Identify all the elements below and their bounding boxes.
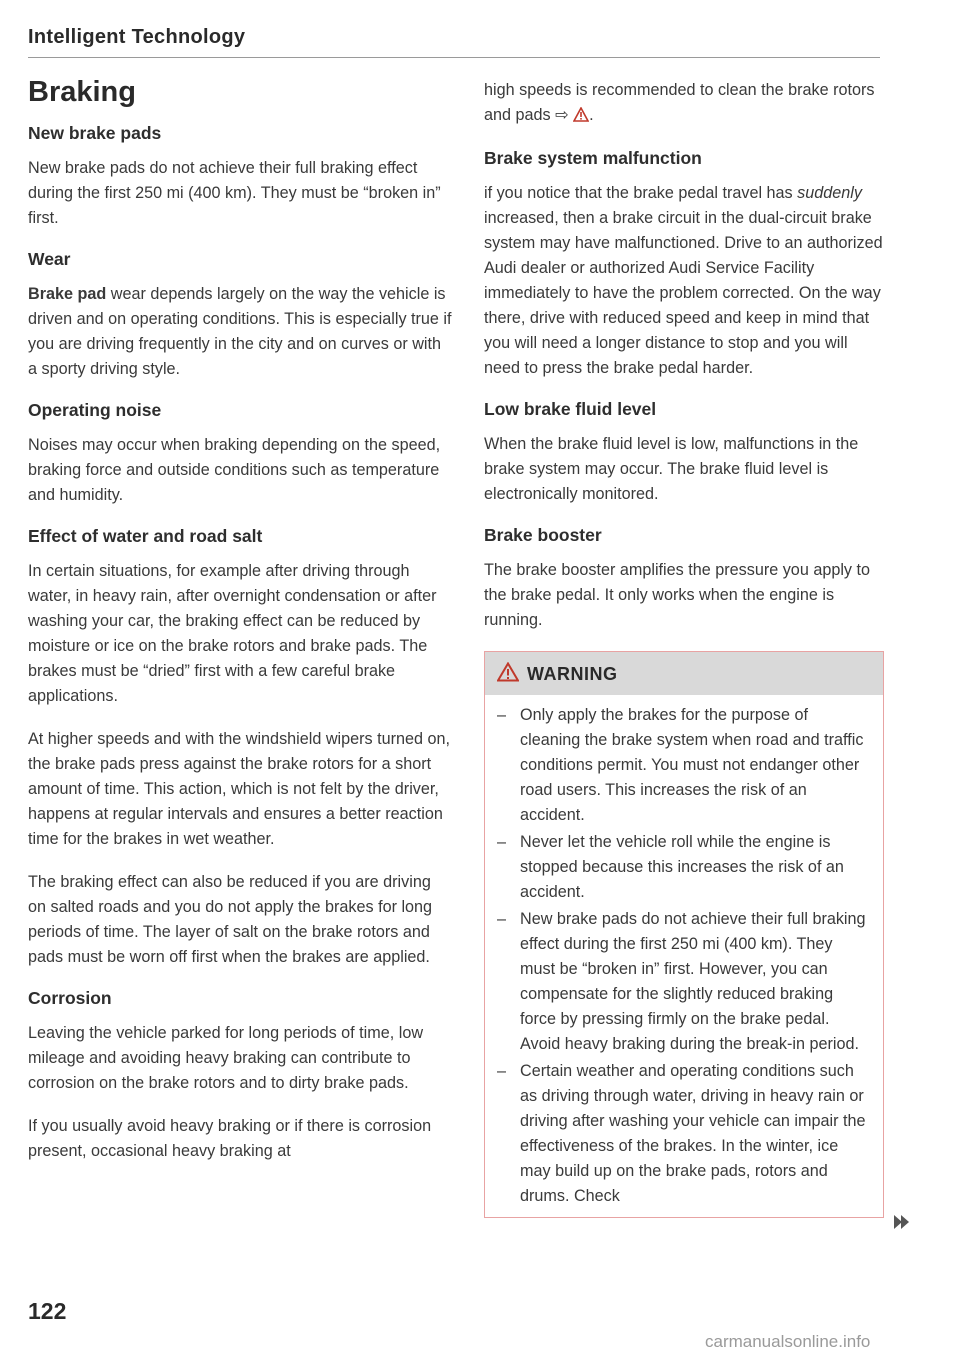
warning-item-text: Only apply the brakes for the purpose of cleaning the brake system when road and traffic conditions permit. You must not endanger other road users. This increases the risk of an accident. — [520, 706, 864, 824]
heading-malfunction: Brake system malfunction — [484, 148, 702, 168]
warning-title: WARNING — [527, 664, 618, 684]
warning-header — [485, 652, 883, 695]
text-low-fluid: When the brake fluid level is low, malfunctions in the brake system may occur. The brake fluid level is electronically monitored. — [484, 435, 859, 503]
text-corrosion-continued — [484, 78, 884, 130]
text-malfunction — [484, 181, 884, 381]
warning-item-text: Certain weather and operating conditions such as driving through water, driving in heavy rain or driving after washing your vehicle can impair the effectiveness of the brakes. In the winter, ice may build up on the brake pads, rotors and drums. Check — [520, 1062, 866, 1205]
corrosion-cont-text: high speeds is recommended to clean the brake rotors and pads ⇨ — [484, 81, 875, 124]
heading-new-brake-pads: New brake pads — [28, 123, 162, 143]
watermark: carmanualsonline.info — [705, 1332, 871, 1351]
text-new-brake-pads: New brake pads do not achieve their full braking effect during the first 250 mi (400 km). They must be “broken in” first. — [28, 159, 441, 227]
warning-item: – Never let the vehicle roll while the engine is stopped because this increases the risk of an accident. — [497, 833, 844, 901]
warning-item-text: New brake pads do not achieve their full braking effect during the first 250 mi (400 km). They must be “broken in” first. However, you can compensate for the slightly reduced braking force by pressing firmly on the brake pedal. Avoid heavy braking during the break-in period. — [520, 910, 866, 1053]
left-column — [28, 76, 453, 1182]
malfunction-text-b: increased, then a brake circuit in the dual-circuit brake system may have malfunctioned. Drive to an authorized Audi dealer or authorized Audi Service Facility immediately to have the problem corrected. On the way there, drive with reduced speed and keep in mind that you will need a longer distance to stop and you will need to press the brake pedal harder. — [484, 209, 883, 377]
warning-list — [485, 695, 883, 1217]
right-column — [484, 78, 884, 1218]
text-water-salt-3: The braking effect can also be reduced if you are driving on salted roads and you do not apply the brakes for long periods of time. The layer of salt on the brake rotors and pads must be worn off first when the brakes are applied. — [28, 873, 433, 966]
warning-item-text: Never let the vehicle roll while the engine is stopped because this increases the risk of an accident. — [520, 833, 844, 901]
warning-reference-icon[interactable] — [573, 105, 589, 130]
header-rule — [28, 57, 880, 58]
wear-bold-lead: Brake pad — [28, 285, 107, 303]
heading-wear: Wear — [28, 249, 71, 269]
text-wear — [28, 282, 453, 382]
heading-corrosion: Corrosion — [28, 988, 112, 1008]
page-number: 122 — [28, 1298, 67, 1324]
warning-box — [484, 651, 884, 1218]
text-water-salt-1: In certain situations, for example after driving through water, in heavy rain, after overnight condensation or after washing your car, the braking effect can be reduced by moisture or ice on the brake rotors and brake pads. The brakes must be “dried” first with a few careful brake applications. — [28, 562, 437, 705]
warning-triangle-icon — [497, 662, 519, 687]
heading-operating-noise: Operating noise — [28, 400, 162, 420]
heading-booster: Brake booster — [484, 525, 602, 545]
page-title: Braking — [28, 76, 136, 108]
warning-item: – Certain weather and operating conditions such as driving through water, driving in heavy rain or driving after washing your vehicle can impair the effectiveness of the brakes. In the winter, ice may build up on the brake pads, rotors and drums. Check — [497, 1062, 866, 1205]
warning-item: – Only apply the brakes for the purpose of cleaning the brake system when road and traffic conditions permit. You must not endanger other road users. This increases the risk of an accident. — [497, 706, 864, 824]
running-head: Intelligent Technology — [28, 26, 246, 48]
wear-text: wear depends largely on the way the vehicle is driven and on operating conditions. This is especially true if you are driving frequently in the city and on curves or with a sporty driving style. — [28, 285, 452, 378]
text-operating-noise: Noises may occur when braking depending on the speed, braking force and outside conditions such as temperature and humidity. — [28, 436, 441, 504]
heading-low-fluid: Low brake fluid level — [484, 399, 657, 419]
text-booster: The brake booster amplifies the pressure you apply to the brake pedal. It only works when the engine is running. — [484, 561, 871, 629]
heading-water-salt: Effect of water and road salt — [28, 526, 263, 546]
text-water-salt-2: At higher speeds and with the windshield wipers turned on, the brake pads press against the brake rotors for a short amount of time. This action, which is not felt by the driver, happens at regular intervals and ensures a better reaction time for the brakes in wet weather. — [28, 730, 451, 848]
corrosion-cont-end: . — [589, 106, 594, 124]
malfunction-italic: suddenly — [797, 184, 862, 202]
continue-arrow-icon — [892, 1214, 910, 1235]
text-corrosion-2: If you usually avoid heavy braking or if there is corrosion present, occasional heavy braking at — [28, 1117, 432, 1160]
malfunction-text-a: if you notice that the brake pedal travel has — [484, 184, 798, 202]
text-corrosion-1: Leaving the vehicle parked for long periods of time, low mileage and avoiding heavy braking can contribute to corrosion on the brake rotors and to dirty brake pads. — [28, 1024, 424, 1092]
warning-item: – New brake pads do not achieve their full braking effect during the first 250 mi (400 km). They must be “broken in” first. However, you can compensate for the slightly reduced braking force by pressing firmly on the brake pedal. Avoid heavy braking during the break-in period. — [497, 910, 866, 1053]
